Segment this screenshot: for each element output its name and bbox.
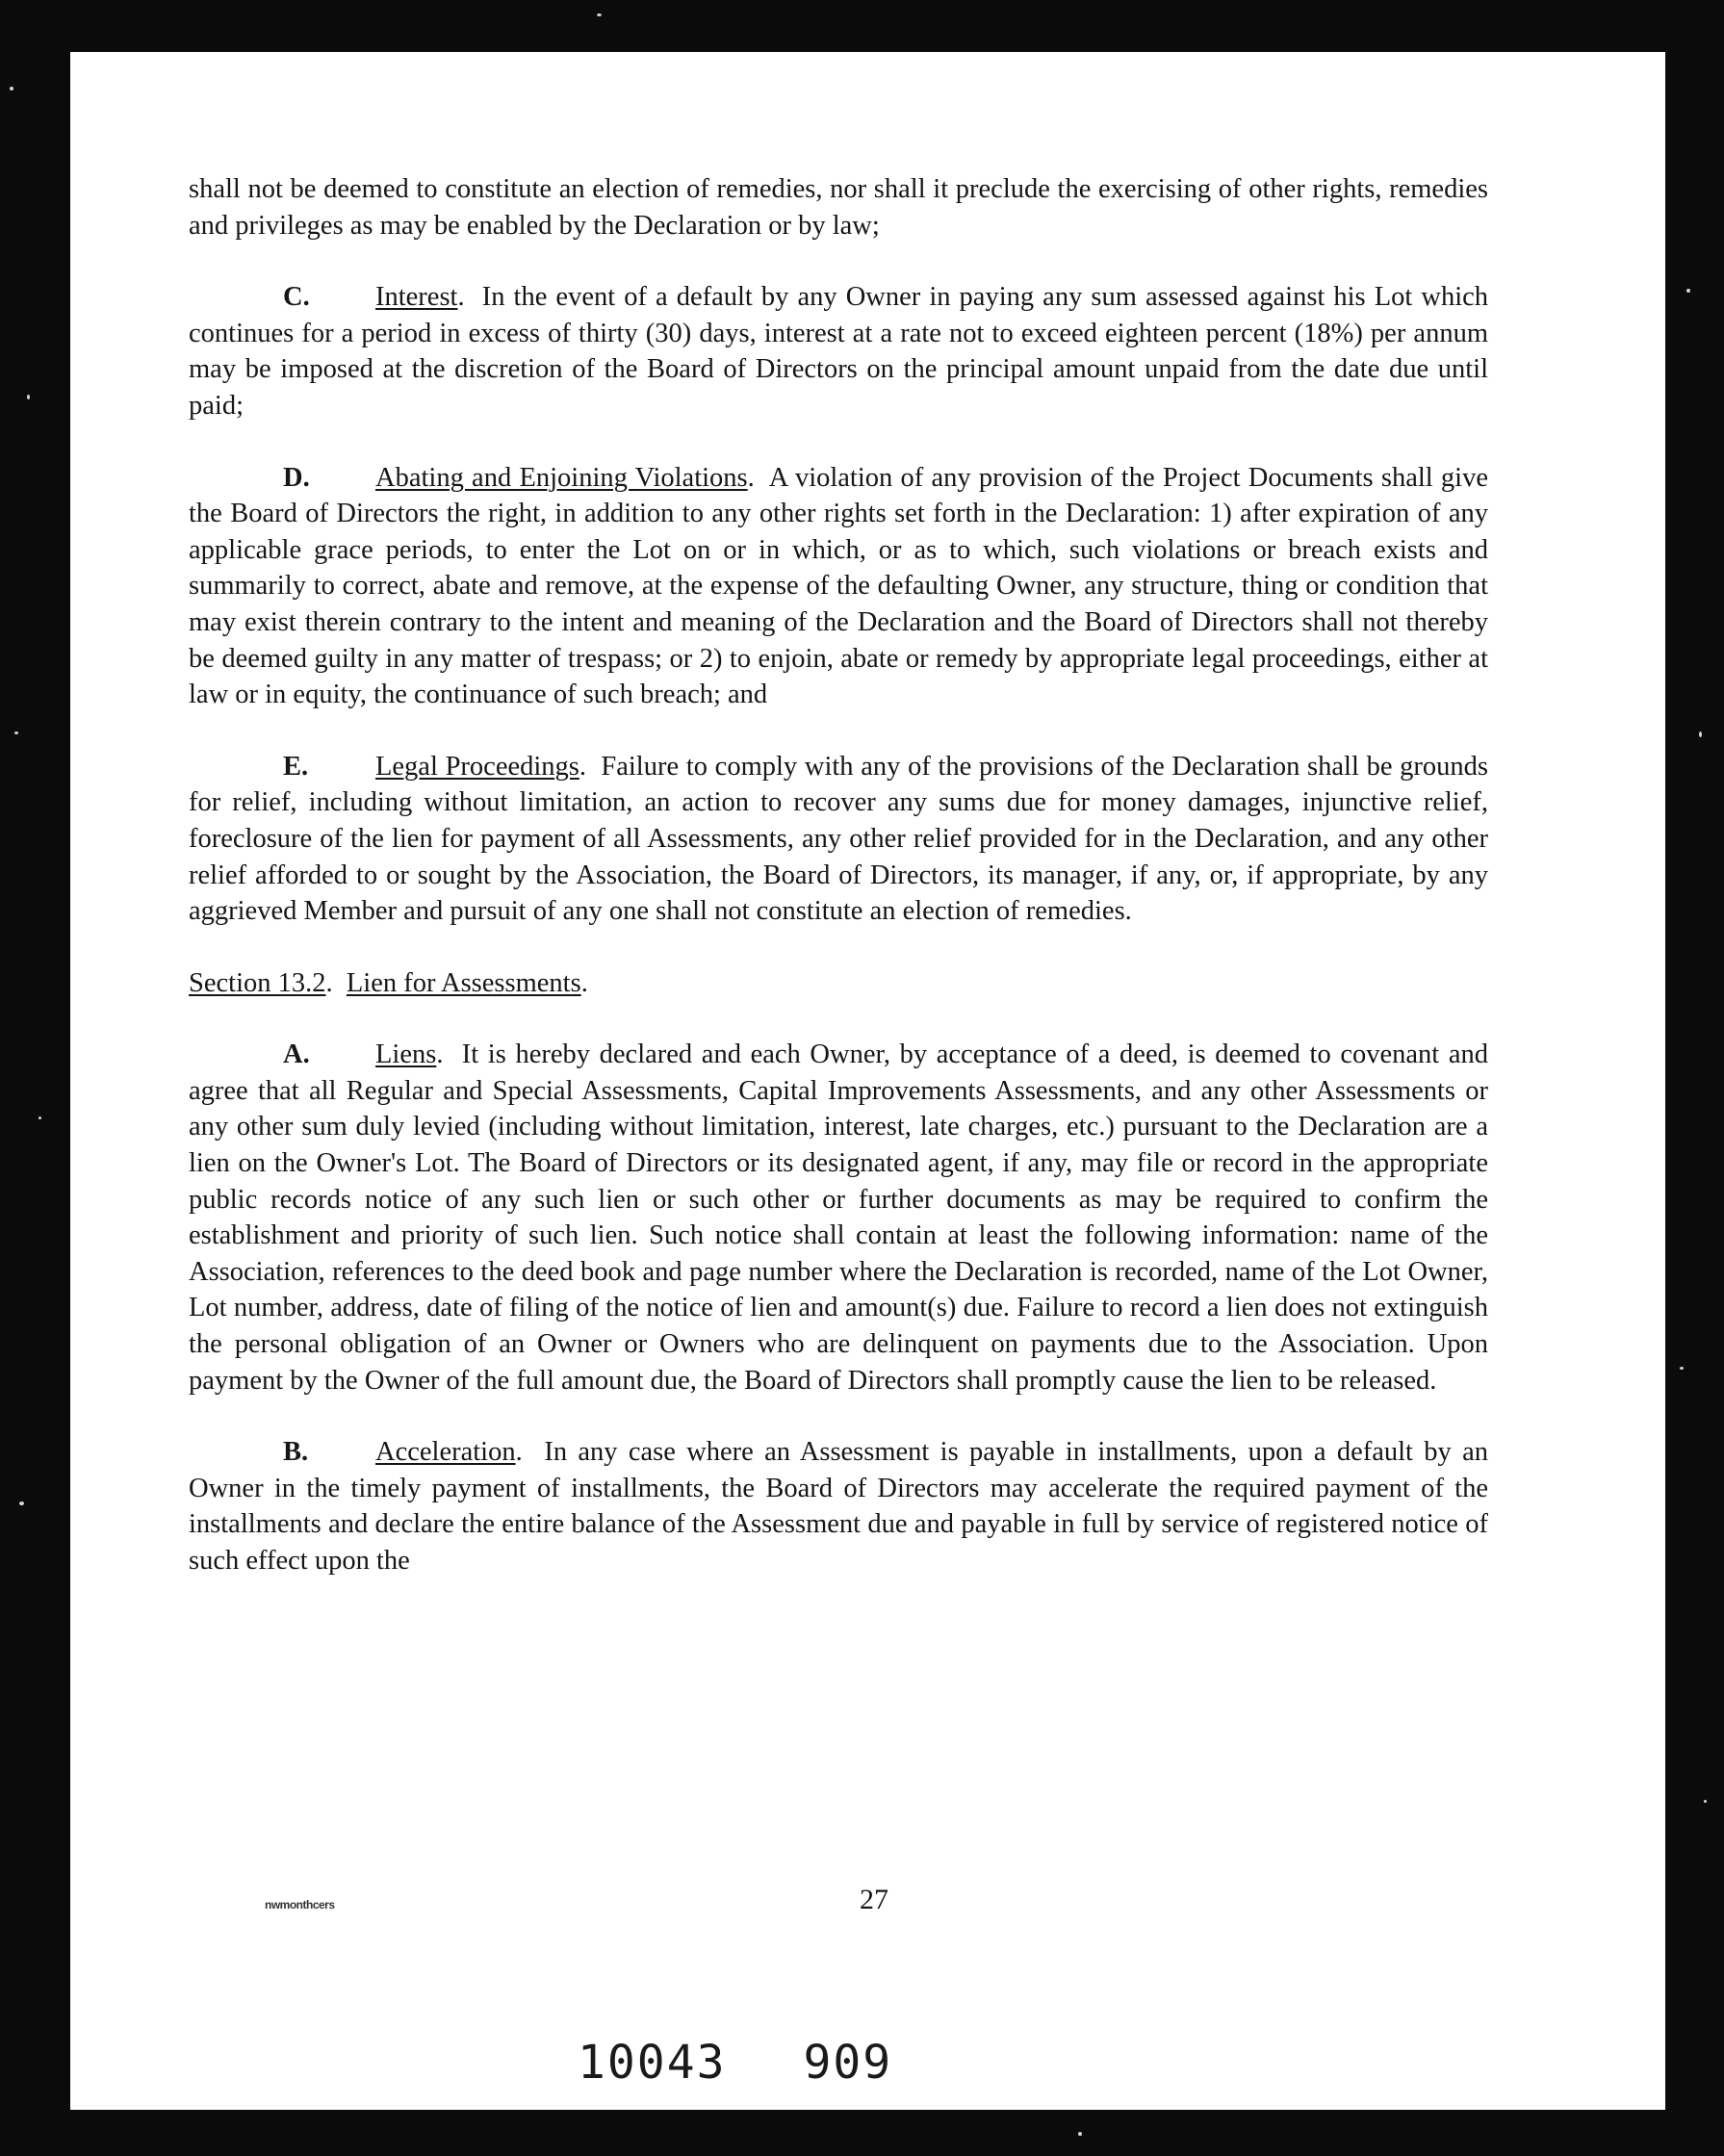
paragraph-b-acceleration: B. Acceleration. In any case where an Assessment is payable in installments, upon a default by an Owner in the timely payment of installments, the Board of Directors may accelerate the required payment of the installments and declare the entire balance of the Assessment due and payable in full by service of registered notice of such effect upon the — [189, 1434, 1488, 1578]
document-body — [189, 171, 1488, 1615]
scan-speck — [1680, 1367, 1684, 1370]
paragraph-letter: A. — [283, 1040, 310, 1070]
scan-speck — [1686, 289, 1690, 293]
paragraph-heading: Acceleration — [375, 1437, 516, 1468]
scan-speck — [597, 13, 602, 16]
section-heading: Section 13.2. Lien for Assessments. — [189, 967, 588, 998]
paragraph-letter: E. — [283, 751, 309, 782]
paragraph-a-liens: A. Liens. It is hereby declared and each Owner, by acceptance of a deed, is deemed to covenant and agree that all Regular and Special Assessments, Capital Improvements Assessments, and any other Assessments or any other sum duly levied (including without limitation, interest, late charges, etc.) pursuant to the Declaration are a lien on the Owner's Lot. The Board of Directors or its designated agent, if any, may file or record in the appropriate public records notice of any such lien or such other or further documents as may be required to confirm the establishment and priority of such lien. Such notice shall contain at least the following information: name of the Association, references to the deed book and page number where the Declaration is recorded, name of the Lot Owner, Lot number, address, date of filing of the notice of lien and amount(s) due. Failure to record a lien does not extinguish the personal obligation of an Owner or Owners who are delinquent on payments due to the Association. Upon payment by the Owner of the full amount due, the Board of Directors shall promptly cause the lien to be released. — [189, 1037, 1488, 1399]
paragraph-text: A violation of any provision of the Project Documents shall give the Board of Directors the right, in addition to any other rights set forth in the Declaration: 1) after expiration of any applicable grace periods, to enter the Lot on or in which, or as to which, such violations or breach exists and summarily to correct, abate and remove, at the expense of the defaulting Owner, any structure, thing or condition that may exist therein contrary to the intent and meaning of the Declaration and the Board of Directors shall not thereby be deemed guilty in any matter of trespass; or 2) to enjoin, abate or remedy by appropriate legal proceedings, either at law or in equity, the continuance of such breach; and — [189, 462, 1488, 710]
page-number: 27 — [860, 1884, 888, 1915]
paragraph-text: Failure to comply with any of the provisions of the Declaration shall be grounds for relief, including without limitation, an action to recover any sums due for money damages, injunctive relief, foreclosure of the lien for payment of all Assessments, any other relief provided for in the Declaration, and any other relief afforded to or sought by the Association, the Board of Directors, its manager, if any, or, if appropriate, by any aggrieved Member and pursuit of any one shall not constitute an election of remedies. — [189, 751, 1488, 927]
scan-speck — [39, 1116, 41, 1119]
paragraph-heading: Legal Proceedings — [375, 751, 579, 782]
paragraph-d-violations: D. Abating and Enjoining Violations. A violation of any provision of the Project Documents shall give the Board of Directors the right, in addition to any other rights set forth in the Declaration: 1) after expiration of any applicable grace periods, to enter the Lot on or in which, or as to which, such violations or breach exists and summarily to correct, abate and remove, at the expense of the defaulting Owner, any structure, thing or condition that may exist therein contrary to the intent and meaning of the Declaration and the Board of Directors shall not thereby be deemed guilty in any matter of trespass; or 2) to enjoin, abate or remedy by appropriate legal proceedings, either at law or in equity, the continuance of such breach; and — [189, 460, 1488, 713]
section-title: Lien for Assessments — [346, 967, 581, 998]
paragraph-text: It is hereby declared and each Owner, by acceptance of a deed, is deemed to covenant and agree that all Regular and Special Assessments, Capital Improvements Assessments, and any other Assessments or any other sum duly levied (including without limitation, interest, late charges, etc.) pursuant to the Declaration are a lien on the Owner's Lot. The Board of Directors or its designated agent, if any, may file or record in the appropriate public records notice of any such lien or such other or further documents as may be required to confirm the establishment and priority of such lien. Such notice shall contain at least the following information: name of the Association, references to the deed book and page number where the Declaration is recorded, name of the Lot Owner, Lot number, address, date of filing of the notice of lien and amount(s) due. Failure to record a lien does not extinguish the personal obligation of an Owner or Owners who are delinquent on payments due to the Association. Upon payment by the Owner of the full amount due, the Board of Directors shall promptly cause the lien to be released. — [189, 1040, 1488, 1396]
paragraph-c-interest: C. Interest. In the event of a default by any Owner in paying any sum assessed against his Lot which continues for a period in excess of thirty (30) days, interest at a rate not to exceed eighteen percent (18%) per annum may be imposed at the discretion of the Board of Directors on the principal amount unpaid from the date due until paid; — [189, 279, 1488, 424]
book-page-reference — [578, 2036, 892, 2090]
scan-speck — [14, 732, 18, 734]
scan-speck — [1078, 2132, 1082, 2136]
section-number: Section 13.2 — [189, 967, 326, 998]
scan-speck — [1699, 732, 1702, 737]
paragraph-text: In the event of a default by any Owner in paying any sum assessed against his Lot which continues for a period in excess of thirty (30) days, interest at a rate not to exceed eighteen percent (18%) per annum may be imposed at the discretion of the Board of Directors on the principal amount unpaid from the date due until paid; — [189, 282, 1489, 421]
paragraph-heading: Liens — [375, 1040, 437, 1070]
paragraph-heading: Interest — [375, 282, 458, 313]
book-number: 10043 — [578, 2036, 727, 2090]
paragraph-letter: C. — [283, 282, 310, 313]
scan-speck — [1704, 1800, 1707, 1803]
intro-paragraph: shall not be deemed to constitute an election of remedies, nor shall it preclude the exercising of other rights, remedies and privileges as may be enabled by the Declaration or by law; — [189, 174, 1488, 241]
paragraph-heading: Abating and Enjoining Violations — [375, 462, 748, 493]
paragraph-text: In any case where an Assessment is payable in installments, upon a default by an Owner in the timely payment of installments, the Board of Directors may accelerate the required payment of the installments and declare the entire balance of the Assessment due and payable in full by service of registered notice of such effect upon the — [189, 1437, 1488, 1576]
footer-file-code: nwmonthcers — [265, 1898, 335, 1912]
book-page: 909 — [803, 2036, 893, 2090]
scan-speck — [19, 1502, 24, 1505]
scan-speck — [27, 395, 30, 399]
scan-speck — [10, 87, 13, 90]
paragraph-letter: D. — [283, 462, 310, 493]
paragraph-e-legal-proceedings: E. Legal Proceedings. Failure to comply with any of the provisions of the Declaration shall be grounds for relief, including without limitation, an action to recover any sums due for money damages, injunctive relief, foreclosure of the lien for payment of all Assessments, any other relief provided for in the Declaration, and any other relief afforded to or sought by the Association, the Board of Directors, its manager, if any, or, if appropriate, by any aggrieved Member and pursuit of any one shall not constitute an election of remedies. — [189, 749, 1488, 930]
paragraph-letter: B. — [283, 1437, 309, 1468]
